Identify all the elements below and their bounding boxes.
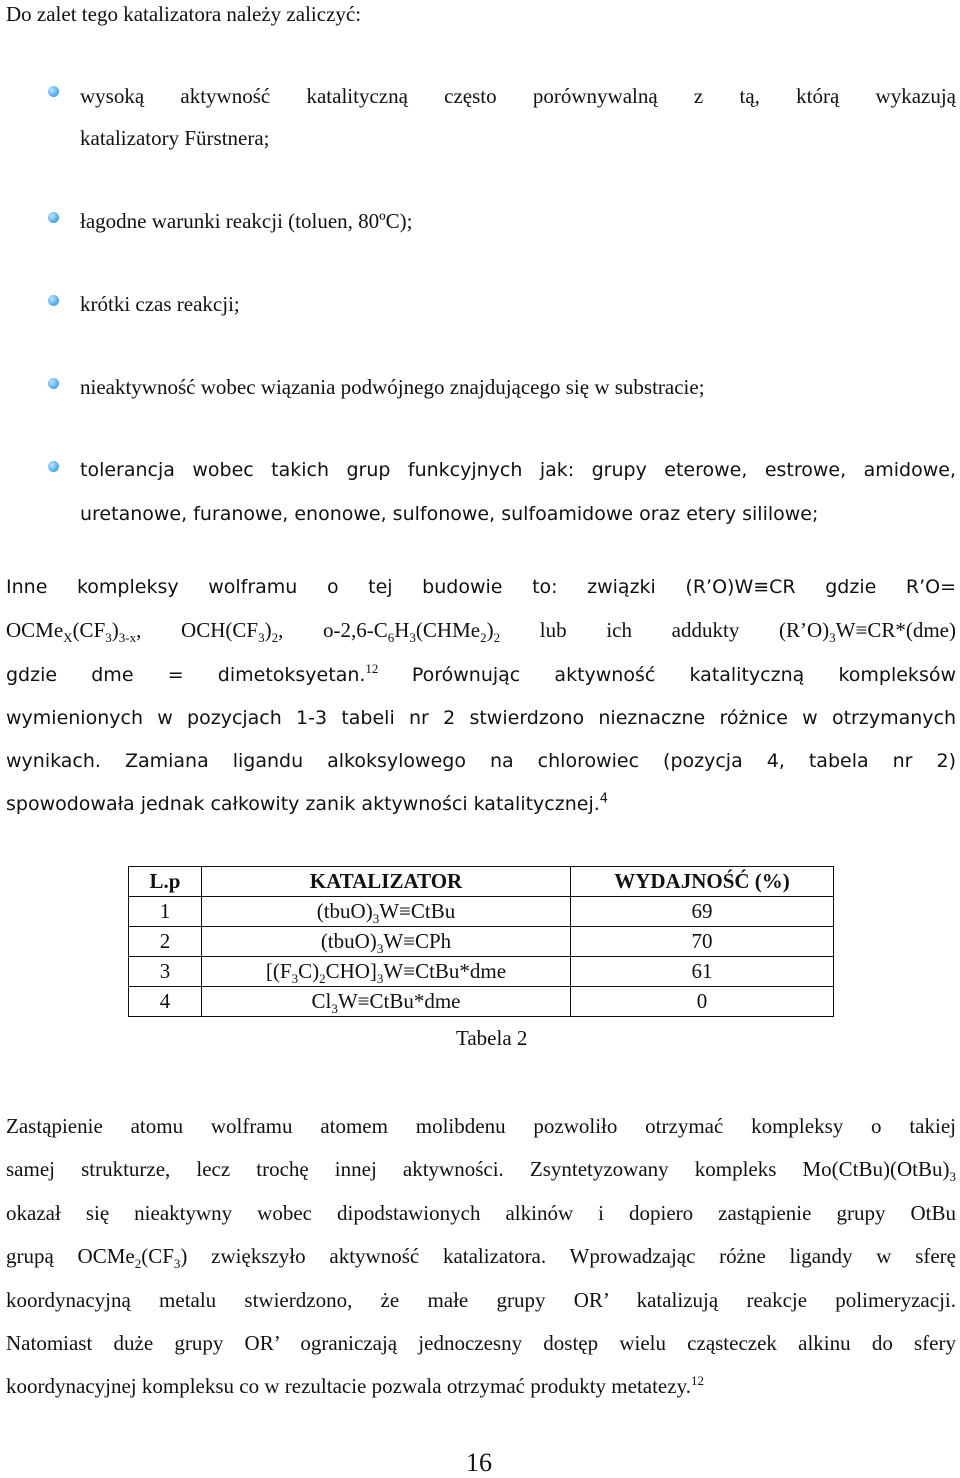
table-caption: Tabela 2 <box>456 1026 528 1050</box>
bullet-icon <box>48 212 59 223</box>
footnote-ref: 4 <box>599 791 609 807</box>
paragraph-1-line-4: wymienionych w pozycjach 1-3 tabeli nr 2 stwierdzono nieznaczne różnice w otrzymanych <box>6 707 956 729</box>
cell-lp: 2 <box>129 927 202 957</box>
paragraph-2-line-2: samej strukturze, lecz trochę innej aktywności. Zsyntetyzowany kompleks $Mo(CtBu)(OtBu)_3$ <box>6 1157 956 1185</box>
cell-lp: 3 <box>129 957 202 987</box>
cell-yield: 0 <box>571 987 834 1017</box>
paragraph-1-line-1: Inne kompleksy wolframu o tej budowie to: związki (R’O)W≡CR gdzie R’O= <box>6 576 956 598</box>
paragraph-1-line-2: $OCMe_X(CF_3)_{3-x}$, $OCH(CF_3)_2$, $o-2,6-C_6H_3(CHMe_2)_2$ lub ich addukty $(R’O)_3W\equiv CR*(dme)$ <box>6 618 956 646</box>
bullet-item-3: krótki czas reakcji; <box>80 292 240 316</box>
bullet-icon <box>48 86 59 97</box>
cell-catalyst: $(tbuO)_3W\equiv CPh$ <box>202 927 571 957</box>
paragraph-1-line-6-text: spowodowała jednak całkowity zanik aktywności katalitycznej. <box>6 793 600 815</box>
cell-catalyst: $Cl_3W\equiv CtBu*dme$ <box>202 987 571 1017</box>
paragraph-1-line-6 <box>6 792 608 816</box>
page-number: 16 <box>466 1448 492 1477</box>
paragraph-2-line-7-text: koordynacyjnej kompleksu co w rezultacie pozwala otrzymać produkty metatezy. <box>6 1374 691 1398</box>
paragraph-2-line-4-text: zwiększyło aktywność katalizatora. Wprowadzając różne ligandy w sferę <box>211 1244 956 1268</box>
bullet-item-2: łagodne warunki reakcji (toluen, 80ºC); <box>80 209 413 233</box>
paragraph-2-line-5: koordynacyjną metalu stwierdzono, że małe grupy OR’ katalizują reakcje polimeryzacji. <box>6 1288 956 1312</box>
bullet-icon <box>48 461 59 472</box>
paragraph-1-line-3-a: gdzie dme = dimetoksyetan. <box>6 664 366 686</box>
paragraph-2-line-7 <box>6 1374 704 1398</box>
paragraph-2-line-3: okazał się nieaktywny wobec dipodstawionych alkinów i dopiero zastąpienie grupy OtBu <box>6 1201 956 1225</box>
bullet-item-1-line-2: katalizatory Fürstnera; <box>80 126 270 150</box>
bullet-icon <box>48 378 59 389</box>
cell-yield: 61 <box>571 957 834 987</box>
paragraph-2-line-4: grupą $OCMe_2(CF_3)$ zwiększyło aktywność katalizatora. Wprowadzając różne ligandy w sferę <box>6 1244 956 1272</box>
catalyst-table <box>128 866 834 1017</box>
cell-yield: 70 <box>571 927 834 957</box>
bullet-icon <box>48 295 59 306</box>
header-yield: WYDAJNOŚĆ (%) <box>571 867 834 897</box>
paragraph-1-line-3 <box>6 662 956 687</box>
cell-lp: 1 <box>129 897 202 927</box>
paragraph-2-line-2-text: samej strukturze, lecz trochę innej aktywności. Zsyntetyzowany kompleks Mo(CtBu)(OtBu) <box>6 1157 950 1181</box>
paragraph-1-line-5: wynikach. Zamiana ligandu alkoksylowego na chlorowiec (pozycja 4, tabela nr 2) <box>6 750 956 772</box>
footnote-ref: 12 <box>690 1373 704 1388</box>
bullet-item-1-line-1: wysoką aktywność katalityczną często porównywalną z tą, którą wykazują <box>80 84 956 108</box>
cell-catalyst: $[(F_3C)_2CHO]_3W\equiv CtBu*dme$ <box>202 957 571 987</box>
paragraph-2-line-1: Zastąpienie atomu wolframu atomem molibdenu pozwoliło otrzymać kompleksy o takiej <box>6 1114 956 1138</box>
table-row <box>129 957 834 987</box>
bullet-item-5-line-2: uretanowe, furanowe, enonowe, sulfonowe, sulfoamidowe oraz etery sililowe; <box>80 503 819 525</box>
table-row <box>129 987 834 1017</box>
table-row <box>129 927 834 957</box>
cell-lp: 4 <box>129 987 202 1017</box>
bullet-item-5-line-1: tolerancja wobec takich grup funkcyjnych jak: grupy eterowe, estrowe, amidowe, <box>80 459 956 481</box>
table-header-row <box>129 867 834 897</box>
paragraph-2-line-6: Natomiast duże grupy OR’ ograniczają jednoczesny dostęp wielu cząsteczek alkinu do sfery <box>6 1331 956 1355</box>
cell-yield: 69 <box>571 897 834 927</box>
paragraph-1-line-3-b: Porównując aktywność katalityczną kompleksów <box>411 664 957 686</box>
bullet-item-4: nieaktywność wobec wiązania podwójnego znajdującego się w substracie; <box>80 375 705 399</box>
footnote-ref: 12 <box>365 661 379 676</box>
header-catalyst: KATALIZATOR <box>202 867 571 897</box>
table-row <box>129 897 834 927</box>
cell-catalyst: $(tbuO)_3W\equiv CtBu$ <box>202 897 571 927</box>
intro-text: Do zalet tego katalizatora należy zaliczyć: <box>6 2 362 26</box>
header-lp: L.p <box>129 867 202 897</box>
